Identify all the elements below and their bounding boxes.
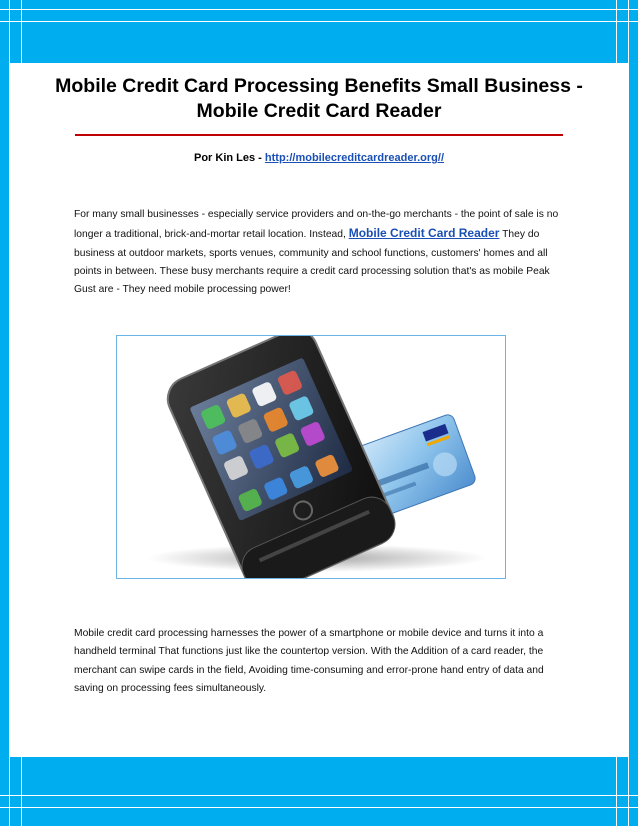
byline-source-link[interactable]: http://mobilecreditcardreader.org// [264,152,444,164]
frame-line-right-inner [616,0,617,826]
intro-text-start: For many small businesses - especially service providers and on-the-go merchants - the point of sale is no longer a traditional, brick-and-mortar retail location. Instead, [74,209,559,241]
title-line-1: Mobile Credit Card Processing Benefits Small Business - [55,75,583,97]
mobile-credit-card-reader-link[interactable]: Mobile Credit Card Reader [348,226,500,241]
frame-line-bottom-inner [0,795,638,796]
document-page [22,64,616,756]
second-paragraph: Mobile credit card processing harnesses the power of a smartphone or mobile device and turns it into a handheld terminal That functions just like the countertop version. With the Addition of a card reader, the merchant can swipe cards in the field, Avoiding time-consuming and error-prone hand entry of data and saving on processing fees simultaneously. [74,628,544,694]
intro-paragraph [74,206,566,299]
phone-card-reader-illustration [117,336,505,578]
byline-author: Por Kin Les - [194,152,265,164]
byline [22,152,616,164]
frame-line-left-outer [9,0,10,826]
title-divider [75,134,563,136]
left-frame-edge [0,0,9,826]
smartphone-card-reader-image [116,335,506,579]
title-line-2: Mobile Credit Card Reader [196,100,442,122]
frame-line-top-outer [0,9,638,10]
frame-line-bottom-outer [0,807,638,808]
frame-line-right-outer [628,0,629,826]
bottom-frame-band [0,757,638,826]
frame-line-top-inner [0,21,638,22]
right-frame-edge [629,0,638,826]
intro-text-end: They do business at outdoor markets, sports venues, community and school functions, customers' homes and all points in between. These busy merchants require a credit card processing solution that's as mobile Peak Gust are - They need mobile processing power! [74,229,550,296]
page-title [22,74,616,124]
